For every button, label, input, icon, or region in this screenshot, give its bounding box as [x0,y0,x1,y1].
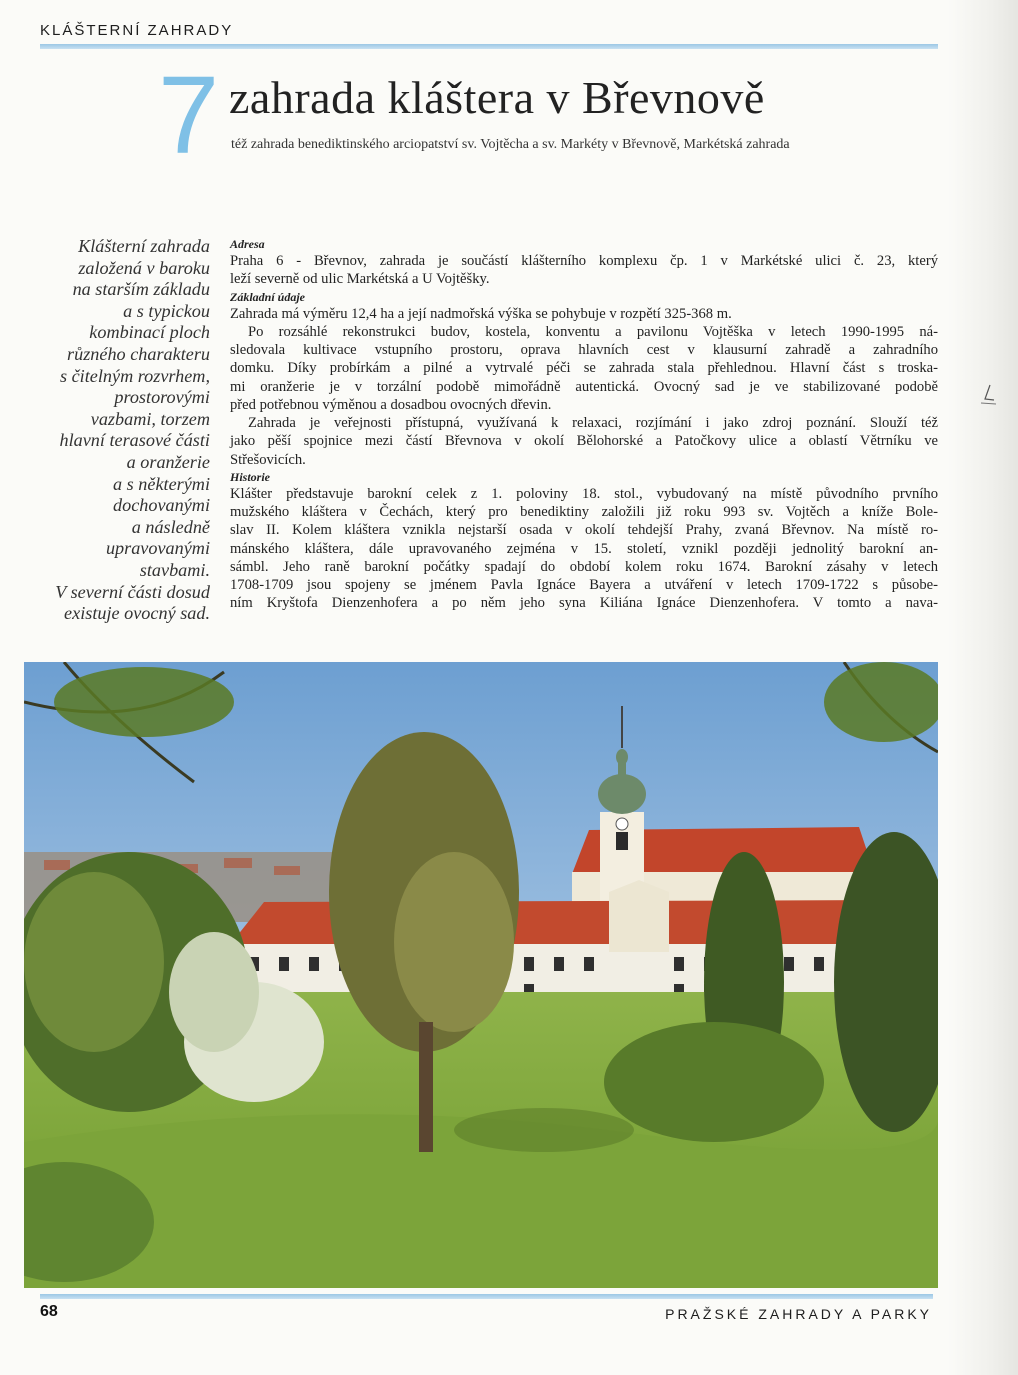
pull-quote-line: hlavní terasové části [59,430,210,451]
pull-quote-line: kombinací ploch [89,322,210,343]
body-line: sámbl. Jeho raně barokní počátky spadají do období kolem roku 1674. Barokní zásahy v letech [230,558,938,575]
history-heading: Historie [230,469,271,484]
body-line: jako pěší spojnice mezi částí Břevnova v okolí Bělohorské a Patočkovy ulice a oblastí Větrníku ve [230,433,938,450]
publication-title: PRAŽSKÉ ZAHRADY A PARKY [665,1306,932,1322]
body-line: domku. Díky probírkám a pilné a vytrvalé péči se zahrada stala přehlednou. Hlavní část s troska- [230,360,938,377]
pull-quote-line: existuje ovocný sad. [64,603,210,624]
body-line: Zahrada je veřejnosti přístupná, využívaná k relaxaci, rozjímání i jako zdroj poznání. Slouží též [248,415,938,431]
scan-shadow [948,0,1018,1375]
body-text [230,236,938,613]
page-number: 68 [40,1303,58,1320]
body-line: slav II. Kolem kláštera vznikla nejstarší osada v okolí tehdejší Prahy, zvaná Břevnov. Na místě ro- [230,522,938,539]
chapter-title: zahrada kláštera v Břevnově [229,72,765,123]
pull-quote-line: a s některými [113,473,210,494]
pull-quote-line: stavbami. [139,559,210,580]
body-line: Střešovicích. [230,451,306,468]
body-line: leží severně od ulic Markétská a U Vojtěšky. [230,271,490,288]
body-line: sledovala kultivace vstupního prostoru, oprava hlavních cest v klausurní zahradě a zahradního [230,342,938,358]
pull-quote-line: vazbami, torzem [90,408,210,429]
body-line: ním Kryštofa Dienzenhofera a po něm jeho syna Kiliána Ignáce Dienzenhofera. V tomto a nava- [230,595,938,612]
monastery-photo [24,662,938,1288]
body-line: Po rozsáhlé rekonstrukci budov, kostela, konventu a pavilonu Vojtěška v letech 1990-1995 ná- [248,323,938,340]
chapter-number: 7 [158,54,220,177]
body-line: mánského kláštera, dále upravovaného zejména v 15. století, vznikl později jednolitý barokní an- [230,540,938,557]
pull-quote-line: s čitelným rozvrhem, [59,365,210,386]
pull-quote-line: a následně [131,516,210,537]
bottom-rule [40,1294,933,1299]
pull-quote-line: a oranžerie [126,451,210,472]
pull-quote-line: prostorovými [114,387,210,408]
top-rule [40,44,938,49]
pull-quote-line: Klášterní zahrada [78,236,210,256]
address-heading: Adresa [230,237,265,251]
body-line: před potřebnou výměnou a dosadbou ovocných dřevin. [230,396,552,413]
body-line: 1708-1709 jsou spojeny se jménem Pavla Ignáce Bayera a utváření v letech 1709-1722 s působe- [230,577,938,593]
body-line: Klášter představuje barokní celek z 1. poloviny 18. stol., vybudovaný na místě původního prvního [230,485,938,502]
pull-quote-line: V severní části dosud [55,581,210,602]
body-line: Zahrada má výměru 12,4 ha a její nadmořská výška se pohybuje v rozpětí 325-368 m. [230,305,732,322]
basic-info-heading: Základní údaje [230,289,306,304]
pull-quote-line: různého charakteru [67,343,210,364]
pull-quote-line: a s typickou [123,300,210,321]
chapter-subtitle: též zahrada benediktinského arciopatství sv. Vojtěcha a sv. Markéty v Břevnově, Markétská zahrada [231,137,790,152]
pull-quote-line: upravovanými [105,538,210,559]
section-label: KLÁŠTERNÍ ZAHRADY [40,22,234,39]
pull-quote-line: založená v baroku [78,257,210,278]
pull-quote-line: na starším základu [72,279,210,300]
body-line: mi oranžerie je v torzální podobě mimořádně autentická. Ovocný sad je ve stabilizované podobě [230,378,938,395]
pull-quote [30,236,210,625]
body-line: Praha 6 - Břevnov, zahrada je součástí klášterního komplexu čp. 1 v Markétské ulici č. 23, který [230,253,938,269]
monastery-illustration [24,662,938,1288]
pull-quote-line: dochovanými [113,495,210,516]
body-line: mužského kláštera v Čechách, který pro benediktiny založili již roku 993 sv. Vojtěch a kníže Bole- [230,504,938,520]
pencil-mark-icon [978,383,998,405]
